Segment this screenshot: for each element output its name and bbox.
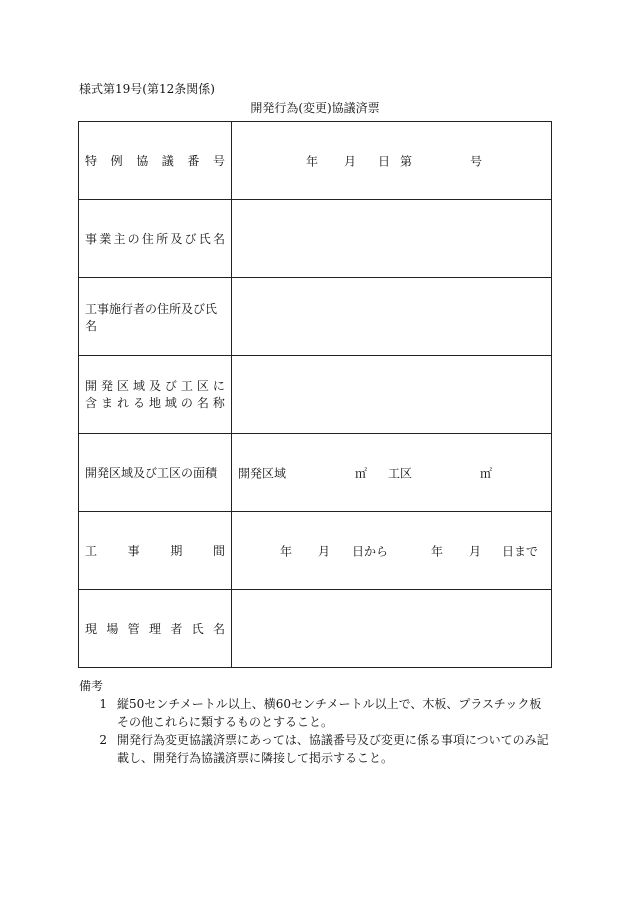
area-location-label-line2-char: 称	[212, 395, 225, 410]
label-owner	[79, 200, 232, 278]
contractor-label: 工事施行者の住所及び氏名	[85, 301, 218, 333]
consultation-number-label-char: 議	[161, 154, 174, 168]
consultation-number-label-char: 特	[85, 154, 98, 168]
month-label: 月	[344, 154, 357, 168]
consultation-form-table	[78, 121, 552, 668]
end-year-label: 年	[431, 544, 444, 558]
label-construction-period	[79, 512, 232, 590]
dev-area-label: 開発区域	[238, 466, 287, 480]
area-location-label-line2-char: 域	[164, 395, 177, 410]
label-site-manager	[79, 590, 232, 668]
value-contractor	[232, 278, 552, 356]
row-site-manager	[79, 590, 552, 668]
site-manager-label-char: 者	[170, 622, 183, 636]
site-manager-label-char: 氏	[191, 622, 204, 636]
site-manager-label-char: 理	[148, 622, 161, 636]
label-contractor	[79, 278, 232, 356]
site-manager-label-char: 名	[212, 622, 225, 636]
construction-period-label-char: 工	[85, 544, 98, 558]
value-owner	[232, 200, 552, 278]
note-text: 開発行為変更協議済票にあっては、協議番号及び変更に係る事項についてのみ記載し、開発行為協議済票に隣接して掲示すること。	[117, 733, 549, 765]
owner-label-char: 主	[113, 232, 126, 246]
row-area-size	[79, 434, 552, 512]
value-area-location	[232, 356, 552, 434]
go-label: 号	[470, 154, 483, 168]
area-location-label-line1-char: 域	[132, 378, 145, 393]
note-item	[79, 695, 549, 731]
area-location-label-line2-char: ま	[100, 395, 113, 410]
area-location-label-line2-char: 含	[85, 395, 98, 410]
start-day-label: 日から	[352, 544, 389, 558]
area-location-label-line1-char: に	[212, 378, 225, 393]
site-manager-label-char: 現	[85, 622, 98, 636]
form-number: 様式第19号(第12条関係)	[79, 82, 215, 96]
start-month-label: 月	[318, 544, 331, 558]
area-location-label-line1-char: 区	[196, 378, 209, 393]
row-area-location	[79, 356, 552, 434]
owner-label-char: 業	[99, 232, 112, 246]
row-consultation-number	[79, 122, 552, 200]
owner-label-char: の	[127, 232, 140, 246]
area-location-label-line1-char: び	[164, 378, 177, 393]
owner-label-char: 名	[212, 232, 225, 246]
construction-period-label-char: 事	[127, 544, 140, 558]
site-manager-label-char: 場	[106, 622, 119, 636]
owner-label-char: 事	[85, 232, 98, 246]
site-manager-label-char: 管	[127, 622, 140, 636]
notes-heading: 備考	[79, 679, 104, 693]
owner-label-char: び	[184, 232, 197, 246]
area-location-label-line1-char: 開	[85, 378, 98, 393]
dai-label: 第	[400, 154, 413, 168]
area-location-label-line2-char: れ	[116, 395, 129, 410]
label-area-size	[79, 434, 232, 512]
construction-period-label-char: 間	[212, 544, 225, 558]
end-day-label: 日まで	[502, 544, 539, 558]
area-location-label-line2-char: 地	[148, 395, 161, 410]
row-contractor	[79, 278, 552, 356]
note-number: 2	[99, 733, 107, 747]
owner-label-char: 住	[141, 232, 154, 246]
value-consultation-number	[232, 122, 552, 200]
label-consultation-number	[79, 122, 232, 200]
area-location-label-line1-char: 工	[180, 378, 193, 393]
consultation-number-label-char: 号	[212, 154, 225, 168]
note-text: 縦50センチメートル以上、横60センチメートル以上で、木板、プラスチック板その他これらに類するものとすること。	[117, 697, 542, 729]
notes-section	[79, 677, 549, 767]
consultation-number-label-char: 番	[187, 154, 200, 168]
consultation-number-label-char: 例	[110, 154, 123, 168]
area-location-label-line1-char: 区	[116, 378, 129, 393]
year-label: 年	[306, 154, 319, 168]
note-item	[79, 731, 549, 767]
day-label: 日	[378, 154, 391, 168]
area-location-label-line2-char: の	[180, 395, 193, 410]
row-construction-period	[79, 512, 552, 590]
value-site-manager	[232, 590, 552, 668]
area-location-label-line2-char: 名	[196, 395, 209, 410]
form-title: 開発行為(変更)協議済票	[250, 101, 380, 115]
value-area-size	[232, 434, 552, 512]
area-size-label: 開発区域及び工区の面積	[85, 466, 218, 480]
area-location-label-line1-char: 発	[100, 378, 113, 393]
area-location-label-line1-char: 及	[148, 378, 161, 393]
owner-label-char: 所	[156, 232, 169, 246]
dev-area-unit: ㎡	[355, 466, 368, 480]
owner-label-char: 氏	[198, 232, 211, 246]
value-construction-period	[232, 512, 552, 590]
label-area-location	[79, 356, 232, 434]
consultation-number-label-char: 協	[136, 154, 149, 168]
area-location-label-line2-char: る	[132, 395, 145, 410]
construction-period-label-char: 期	[170, 544, 183, 558]
koku-label: 工区	[388, 466, 413, 480]
note-number: 1	[99, 697, 107, 711]
row-owner	[79, 200, 552, 278]
owner-label-char: 及	[170, 232, 183, 246]
end-month-label: 月	[469, 544, 482, 558]
start-year-label: 年	[280, 544, 293, 558]
koku-unit: ㎡	[480, 466, 493, 480]
